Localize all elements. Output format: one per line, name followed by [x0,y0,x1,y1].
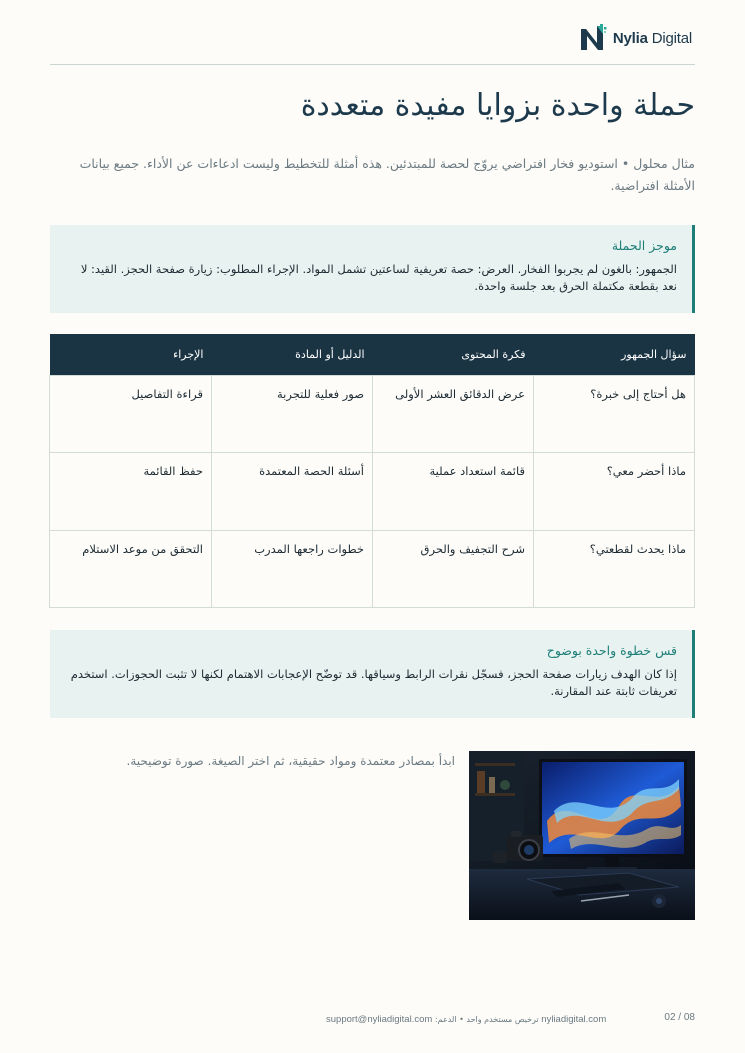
footer-license: ترخيص مستخدم واحد • الدعم: [434,1015,539,1024]
footer-email[interactable]: support@nyliadigital.com [326,1014,433,1025]
page-footer [50,1012,695,1028]
table-cell: التحقق من موعد الاستلام [50,530,212,608]
table-cell: شرح التجفيف والحرق [373,530,534,608]
brand-wordmark: Nylia Digital [612,29,692,47]
content-table [49,334,695,608]
callout-title: قس خطوة واحدة بوضوح [546,643,677,658]
table-row [50,530,695,608]
table-header-cell: سؤال الجمهور [534,334,695,375]
campaign-brief-callout [50,225,695,313]
table-header-cell: فكرة المحتوى [373,334,534,375]
table-header-cell: الدليل أو المادة [212,334,373,375]
table-row [50,375,695,453]
table-header-row [50,334,695,375]
table-cell: قراءة التفاصيل [50,375,212,453]
table-cell: ماذا أحضر معي؟ [534,453,695,531]
callout-body: إذا كان الهدف زيارات صفحة الحجز، فسجّل نقرات الرابط وسياقها. قد توضّح الإعجابات الاهتمام لكنها لا تثبت الحجوزات. استخدم تعريفات ثابتة عند المقارنة. [70,667,677,698]
callout-title: موجز الحملة [611,238,677,253]
table-row [50,453,695,531]
nylia-logo-icon [578,24,608,52]
table-cell: أسئلة الحصة المعتمدة [212,453,373,531]
table-cell: قائمة استعداد عملية [373,453,534,531]
lead-paragraph: مثال محلول • استوديو فخار افتراضي يروّج لحصة للمبتدئين. هذه أمثلة للتخطيط وليست ادعاءات عن الأداء. جميع بيانات الأمثلة افتراضية. [79,156,695,193]
page-number: 02 / 08 [664,1012,695,1023]
desk-monitor-photo-icon [469,751,695,920]
table-cell: ماذا يحدث لقطعتي؟ [534,530,695,608]
page-title: حملة واحدة بزوايا مفيدة متعددة [300,88,695,123]
table-header-cell: الإجراء [50,334,212,375]
measure-callout [50,630,695,718]
document-page [50,0,695,1053]
brand-logo [578,22,692,54]
callout-body: الجمهور: بالغون لم يجربوا الفخار. العرض: حصة تعريفية لساعتين تشمل المواد. الإجراء المطلوب: زيارة صفحة الحجز. القيد: لا نعد بقطعة مكتملة الحرق بعد جلسة واحدة. [80,262,677,293]
footer-site[interactable]: nyliadigital.com [541,1014,607,1025]
table-cell: حفظ القائمة [50,453,212,531]
header-divider [50,64,695,65]
figure-caption: ابدأ بمصادر معتمدة ومواد حقيقية، ثم اختر الصيغة. صورة توضيحية. [126,754,455,768]
table-cell: صور فعلية للتجربة [212,375,373,453]
illustration-image [469,751,695,920]
footer-meta [326,1014,606,1025]
table-cell: هل أحتاج إلى خبرة؟ [534,375,695,453]
table-cell: خطوات راجعها المدرب [212,530,373,608]
page-header [50,22,695,54]
table-cell: عرض الدقائق العشر الأولى [373,375,534,453]
